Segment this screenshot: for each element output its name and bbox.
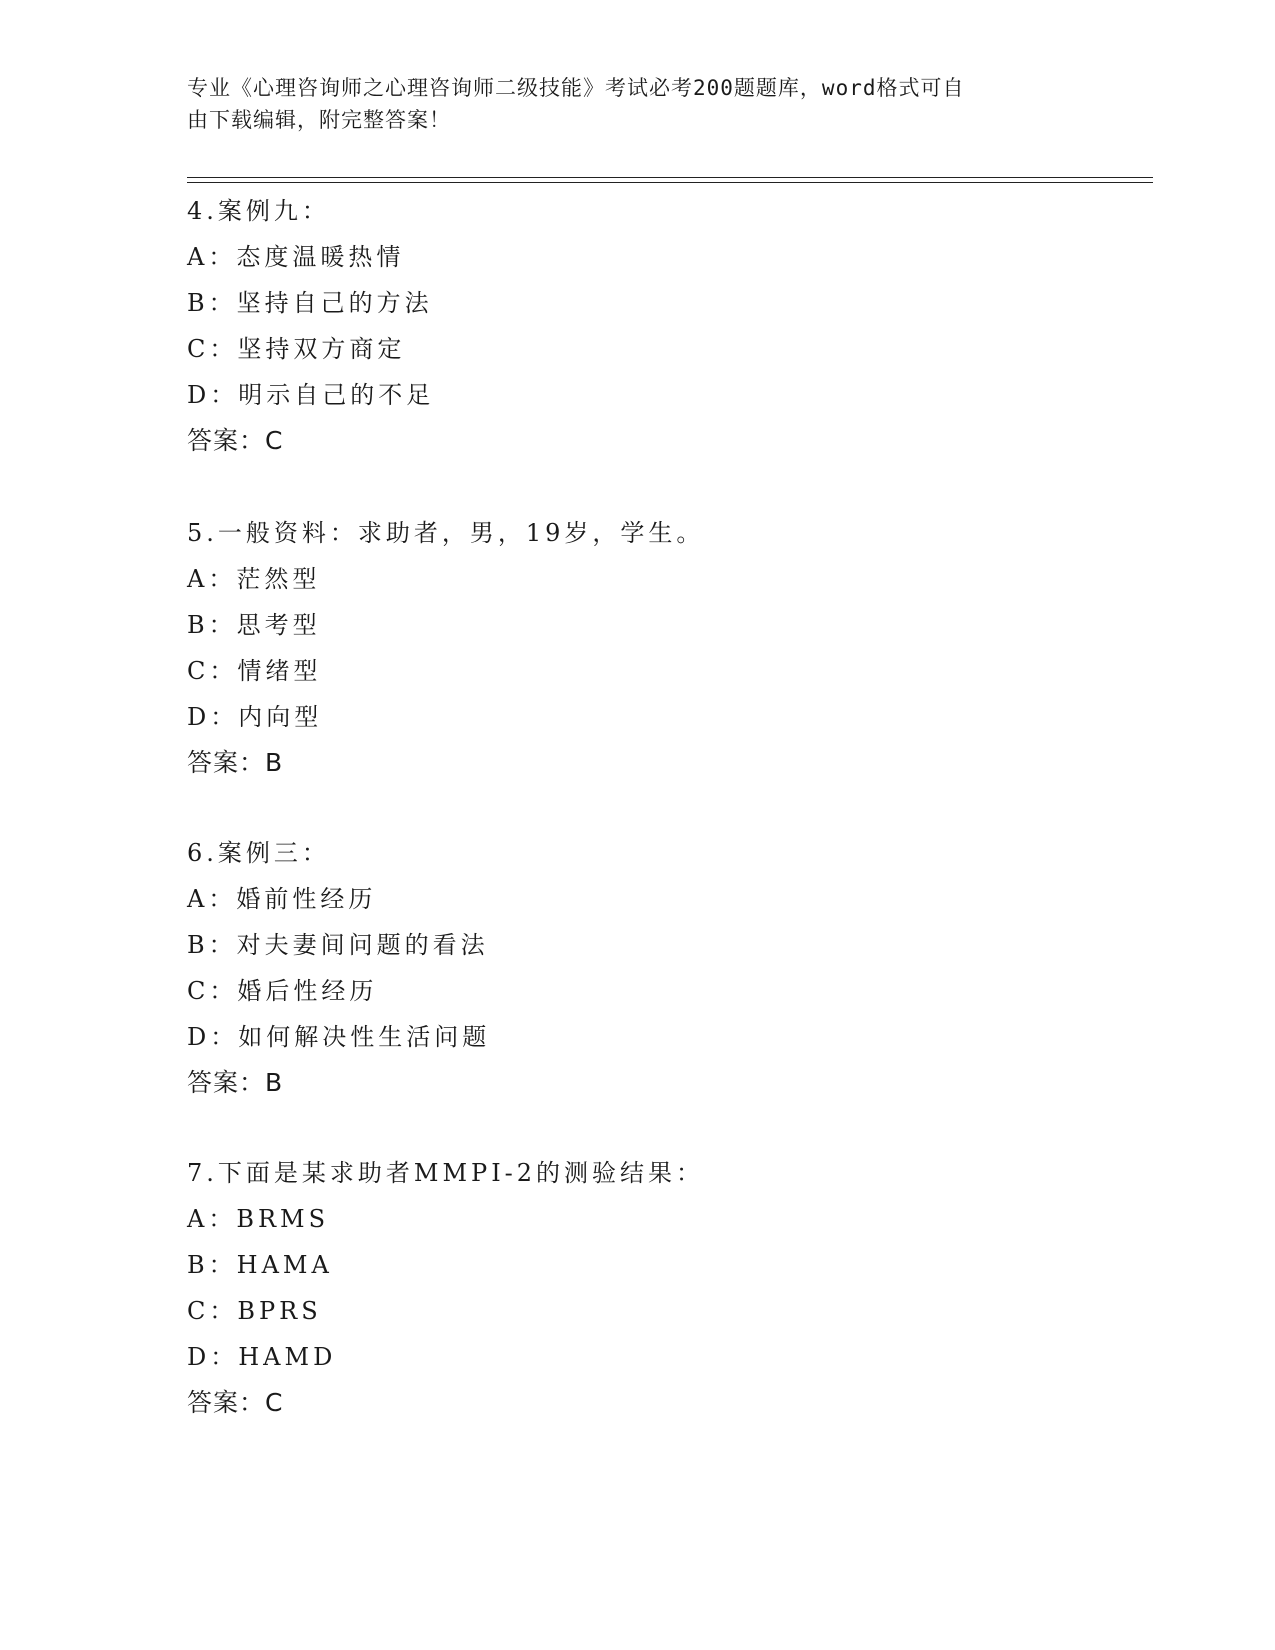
header-divider-top: [187, 177, 1153, 178]
header-divider-bottom: [187, 182, 1153, 183]
option-a: A：茫然型: [187, 565, 321, 593]
option-c: C：BPRS: [187, 1297, 322, 1325]
question-block: [187, 188, 1087, 464]
option-d: D：如何解决性生活问题: [187, 1023, 491, 1051]
option-d: D：明示自己的不足: [187, 381, 435, 409]
option-c: C：婚后性经历: [187, 977, 378, 1005]
option-b: B：HAMA: [187, 1251, 333, 1279]
option-b: B：坚持自己的方法: [187, 289, 433, 317]
header-line-2: 由下载编辑，附完整答案！: [187, 108, 451, 132]
question-stem: 6.案例三：: [187, 839, 330, 867]
question-stem: 5.一般资料：求助者，男，19岁，学生。: [187, 519, 705, 547]
question-block: [187, 830, 1087, 1106]
option-d: D：内向型: [187, 703, 323, 731]
question-stem: 7.下面是某求助者MMPI-2的测验结果：: [187, 1159, 705, 1187]
question-block: [187, 510, 1087, 786]
document-header: [187, 72, 1067, 136]
answer-line: 答案：B: [187, 1068, 284, 1097]
answer-line: 答案：C: [187, 426, 284, 455]
option-a: A：婚前性经历: [187, 885, 377, 913]
option-a: A：BRMS: [187, 1205, 330, 1233]
option-b: B：对夫妻间问题的看法: [187, 931, 489, 959]
option-a: A：态度温暖热情: [187, 243, 405, 271]
answer-line: 答案：C: [187, 1388, 284, 1417]
header-line-1: 专业《心理咨询师之心理咨询师二级技能》考试必考200题题库，word格式可自: [187, 76, 965, 100]
option-c: C：情绪型: [187, 657, 322, 685]
question-block: [187, 1150, 1087, 1426]
answer-line: 答案：B: [187, 748, 284, 777]
option-d: D：HAMD: [187, 1343, 337, 1371]
option-b: B：思考型: [187, 611, 321, 639]
question-stem: 4.案例九：: [187, 197, 330, 225]
option-c: C：坚持双方商定: [187, 335, 406, 363]
